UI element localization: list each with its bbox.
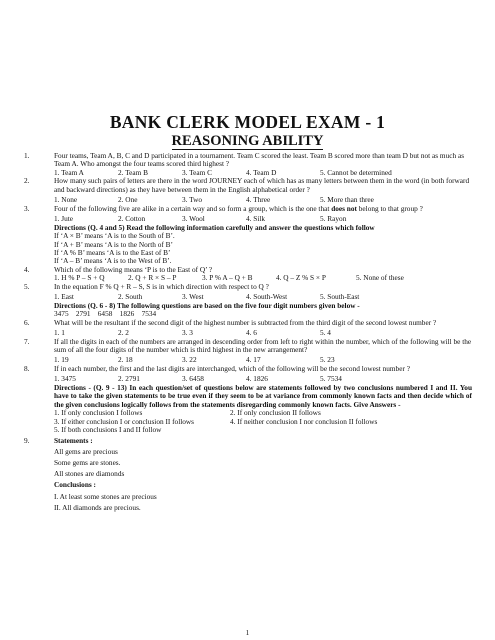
question-text-part: belong to that group ? [356, 203, 423, 213]
section-heading-text: REASONING ABILITY [171, 133, 324, 149]
option: 4. Three [246, 195, 271, 205]
option: 2. One [118, 195, 138, 205]
question-number: 3. [24, 203, 30, 213]
option: 1. Team A [54, 167, 84, 177]
option: 1. 19 [54, 355, 69, 365]
option: 3. 22 [182, 355, 197, 365]
directions-text: Directions - (Q. 9 - 13) In each question/set of questions below are statements followed by two conclusions numbered I and II. You have to take the given statements to be true even if they seem to be at variance from commonly known facts and then decide which of the given conclusions logically follows from the statements disregarding commonly known facts. Give Answers - [54, 382, 472, 409]
option: 3. Two [182, 195, 203, 205]
option: 1. None [54, 195, 78, 205]
option: 5. Rayon [320, 214, 347, 224]
question-number: 5. [24, 281, 30, 291]
option: 5. 7534 [320, 374, 342, 384]
definition: If ‘A × B’ means ‘A is to the South of B’. [54, 231, 175, 241]
question-text-part: Four of the following five are alike in a certain way and so form a group, which is the one that [54, 203, 332, 213]
question-number: 8. [24, 363, 30, 373]
option: 2. 2791 [118, 374, 140, 384]
option: 2. Team B [118, 167, 148, 177]
question-6 [24, 319, 472, 338]
option: 2. South [118, 292, 143, 302]
option: 4. 6 [246, 328, 257, 338]
option: 1. 3475 [54, 374, 76, 384]
option: 3. 3 [182, 328, 193, 338]
definition: If ‘A % B’ means ‘A is to the East of B’ [54, 247, 171, 257]
option: 1. East [54, 292, 74, 302]
conclusion: I. At least some stones are precious [54, 491, 157, 501]
option: 4. Silk [246, 214, 266, 224]
question-7 [24, 338, 472, 365]
question-number: 2. [24, 176, 30, 186]
answer-key-item: 4. If neither conclusion I nor conclusion II follows [230, 416, 378, 426]
question-text: In the equation F % Q + R – S, S is in which direction with respect to Q ? [54, 281, 269, 291]
conclusion: II. All diamonds are precious. [54, 502, 141, 512]
question-text [54, 205, 472, 213]
question-text-emphasis: does not [331, 203, 357, 213]
directions-6-8-block [24, 302, 472, 319]
answer-key-item: 5. If both conclusions I and II follow [54, 425, 162, 435]
question-text: Which of the following means ‘P is to the East of Q’ ? [54, 264, 213, 274]
option: 2. 18 [118, 355, 133, 365]
directions-text: Directions (Q. 4 and 5) Read the following information carefully and answer the questions which follow [54, 222, 375, 232]
conclusions-label: Conclusions : [54, 480, 96, 490]
question-text: If all the digits in each of the numbers are arranged in descending order from left to right within the number, which of the following will be the sum of all the four digits of the number which is third highest in the new arrangement? [54, 336, 472, 354]
option: 2. 2 [118, 328, 129, 338]
option: 4. Q – Z % S × P [276, 273, 326, 283]
question-5 [24, 283, 472, 302]
option: 5. 23 [320, 355, 335, 365]
option: 1. Jute [54, 214, 74, 224]
option: 1. H % P – S + Q [54, 273, 105, 283]
option: 5. None of these [356, 273, 404, 283]
question-2 [24, 177, 472, 204]
option: 5. More than three [320, 195, 374, 205]
question-text: How many such pairs of letters are there in the word JOURNEY each of which has as many letters between them in the word (in both forward and backward directions) as they have between them in the English alphabetical order ? [54, 176, 470, 194]
option: 3. 6458 [182, 374, 204, 384]
option: 3. Wool [182, 214, 205, 224]
option: 4. 1826 [246, 374, 268, 384]
option: 5. Cannot be determined [320, 167, 392, 177]
option: 4. Team D [246, 167, 277, 177]
question-number: 6. [24, 317, 30, 327]
directions-text: Directions (Q. 6 - 8) The following questions are based on the five four digit numbers given below - [54, 300, 360, 310]
page-title: BANK CLERK MODEL EXAM - 1 [109, 112, 386, 132]
definition: If ‘A + B’ means ‘A is to the North of B’ [54, 239, 173, 249]
question-1 [24, 152, 472, 177]
option: 5. South-East [320, 292, 360, 302]
statement: All gems are precious [54, 446, 118, 456]
directions-9-13-block [24, 384, 472, 435]
option: 2. Q + R × S – P [128, 273, 177, 283]
question-8 [24, 365, 472, 384]
answer-key-item: 1. If only conclusion I follows [54, 408, 143, 418]
question-9 [24, 435, 472, 513]
question-number: 4. [24, 264, 30, 274]
page-number: 1 [245, 628, 250, 637]
questions-body [24, 152, 472, 513]
option: 4. 17 [246, 355, 261, 365]
statement: All stones are diamonds [54, 469, 125, 479]
option: 3. P % A – Q + B [202, 273, 253, 283]
question-number: 9. [24, 435, 30, 445]
question-3 [24, 205, 472, 224]
option: 2. Cotton [118, 214, 146, 224]
question-text: If in each number, the first and the last digits are interchanged, which of the following will be the second lowest number ? [54, 363, 410, 373]
section-heading [0, 133, 495, 150]
directions-4-5-block [24, 224, 472, 266]
answer-key-item: 2. If only conclusion II follows [230, 408, 321, 418]
question-text: Four teams, Team A, B, C and D participated in a tournament. Team C scored the least. Team B scored more than team D but not as much as Team A. Who amongst the four teams scored third highest ? [54, 151, 465, 169]
option: 3. West [182, 292, 204, 302]
question-text: What will be the resultant if the second digit of the highest number is subtracted from the third digit of the second lowest number ? [54, 317, 437, 327]
definition: If ‘A – B’ means ‘A is to the West of B’. [54, 256, 172, 266]
question-4 [24, 266, 472, 283]
option: 5. 4 [320, 328, 331, 338]
option: 1. 1 [54, 328, 65, 338]
given-numbers: 3475 2791 6458 1826 7534 [54, 309, 157, 319]
statements-label: Statements : [54, 435, 93, 445]
option: 3. Team C [182, 167, 212, 177]
option: 4. South-West [246, 292, 288, 302]
question-number: 1. [24, 151, 30, 160]
question-number: 7. [24, 336, 30, 346]
answer-key-item: 3. If either conclusion I or conclusion II follows [54, 416, 195, 426]
statement: Some gems are stones. [54, 457, 121, 467]
